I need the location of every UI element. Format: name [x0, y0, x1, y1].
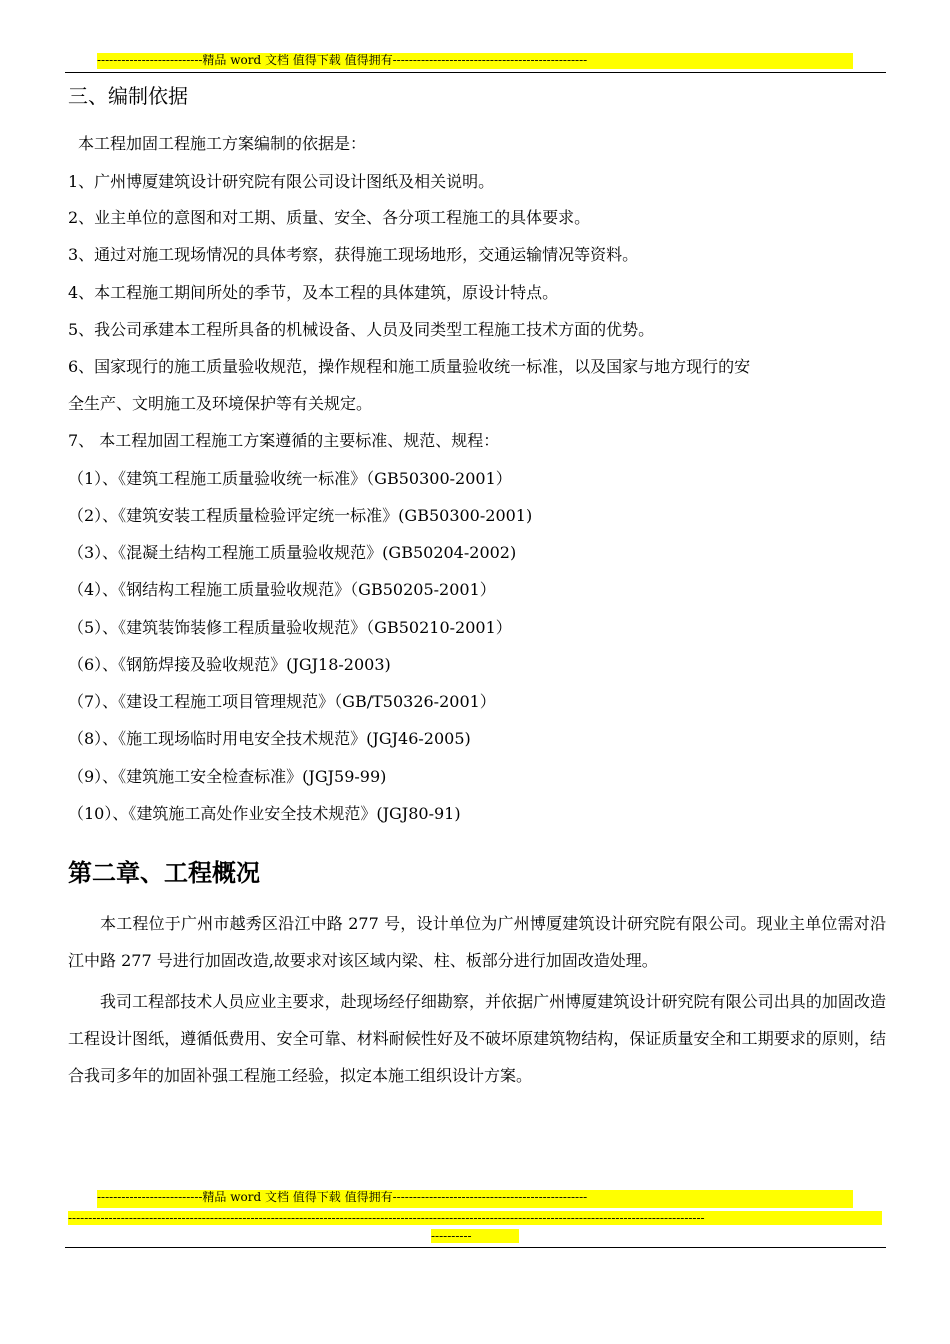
standard-item: （8）、《施工现场临时用电安全技术规范》(JGJ46-2005)	[68, 729, 471, 748]
footer-banner: --------------------------精品 word 文档 值得下载 值得拥有------------------------------------------------	[97, 1190, 853, 1208]
section-heading: 三、编制依据	[68, 84, 188, 108]
chapter-heading: 第二章、工程概况	[68, 858, 260, 887]
standard-item: （5）、《建筑装饰装修工程质量验收规范》（GB50210-2001）	[68, 618, 512, 637]
standard-item: （2）、《建筑安装工程质量检验评定统一标准》(GB50300-2001)	[68, 506, 533, 525]
footer-rule	[65, 1247, 886, 1248]
standard-item: （7）、《建设工程施工项目管理规范》（GB/T50326-2001）	[68, 692, 496, 711]
list-item: 6、国家现行的施工质量验收规范，操作规程和施工质量验收统一标准，以及国家与地方现行的安	[68, 357, 751, 376]
body-paragraph: 本工程位于广州市越秀区沿江中路 277 号，设计单位为广州博厦建筑设计研究院有限公司。现业主单位需对沿江中路 277 号进行加固改造,故要求对该区域内梁、柱、板部分进行加固改造处理。	[68, 914, 886, 970]
header-banner: --------------------------精品 word 文档 值得下载 值得拥有------------------------------------------------	[97, 53, 853, 69]
body-paragraph: 我司工程部技术人员应业主要求，赴现场经仔细勘察，并依据广州博厦建筑设计研究院有限公司出具的加固改造工程设计图纸，遵循低费用、安全可靠、材料耐候性好及不破坏原建筑物结构，保证质量安全和工期要求的原则，结合我司多年的加固补强工程施工经验，拟定本施工组织设计方案。	[68, 992, 886, 1085]
footer-dash-line: -------------------------------------------------------------------------------------------------------------------------------------------------------------	[68, 1211, 882, 1225]
section-intro: 本工程加固工程施工方案编制的依据是：	[78, 134, 367, 153]
list-item: 全生产、文明施工及环境保护等有关规定。	[68, 394, 373, 413]
list-item: 7、 本工程加固工程施工方案遵循的主要标准、规范、规程：	[68, 431, 500, 450]
standard-item: （9）、《建筑施工安全检查标准》(JGJ59-99)	[68, 767, 387, 786]
standard-item: （4）、《钢结构工程施工质量验收规范》（GB50205-2001）	[68, 580, 496, 599]
standard-item: （1）、《建筑工程施工质量验收统一标准》（GB50300-2001）	[68, 469, 512, 488]
list-item: 2、业主单位的意图和对工期、质量、安全、各分项工程施工的具体要求。	[68, 208, 591, 227]
header-rule	[65, 72, 886, 73]
list-item: 4、本工程施工期间所处的季节，及本工程的具体建筑，原设计特点。	[68, 283, 559, 302]
list-item: 5、我公司承建本工程所具备的机械设备、人员及同类型工程施工技术方面的优势。	[68, 320, 655, 339]
list-item: 3、通过对施工现场情况的具体考察，获得施工现场地形，交通运输情况等资料。	[68, 245, 639, 264]
list-item: 1、广州博厦建筑设计研究院有限公司设计图纸及相关说明。	[68, 172, 495, 191]
standard-item: （10）、《建筑施工高处作业安全技术规范》(JGJ80-91)	[68, 804, 461, 823]
footer-dash-tail: ----------	[431, 1229, 519, 1243]
standard-item: （3）、《混凝土结构工程施工质量验收规范》(GB50204-2002)	[68, 543, 517, 562]
standard-item: （6）、《钢筋焊接及验收规范》(JGJ18-2003)	[68, 655, 391, 674]
